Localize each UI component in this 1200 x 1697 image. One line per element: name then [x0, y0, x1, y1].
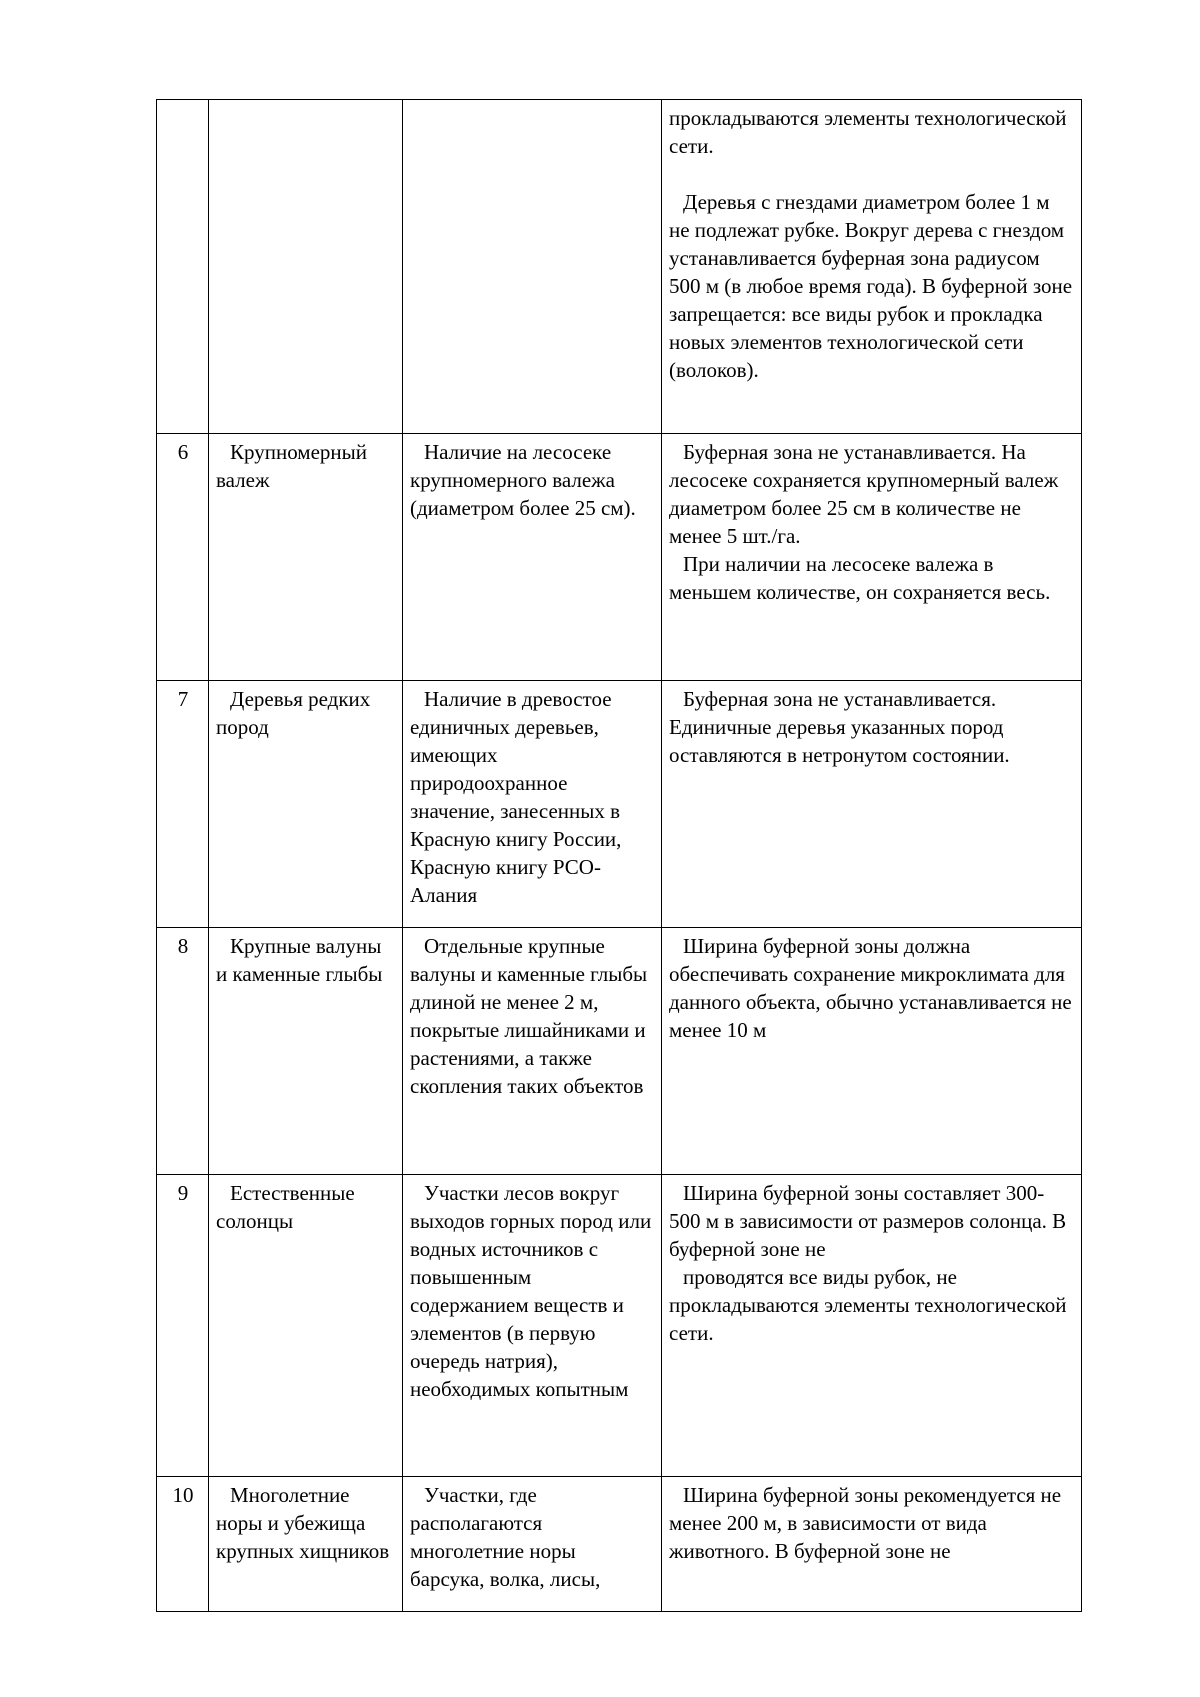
- object-name-cell: [209, 681, 403, 928]
- measure-paragraph: Буферная зона не устанавливается. На лесосеке сохраняется крупномерный валеж диаметром более 25 см в количестве не менее 5 шт./га.: [669, 440, 1059, 548]
- row-number: 8: [157, 928, 209, 1175]
- row-number: 6: [157, 434, 209, 681]
- measure-paragraph: Ширина буферной зоны должна обеспечивать сохранение микроклимата для данного объекта, обычно устанавливается не менее 10 м: [669, 934, 1072, 1042]
- measure-paragraph: При наличии на лесосеке валежа в меньшем количестве, он сохраняется весь.: [669, 552, 1051, 604]
- row-number: 10: [157, 1477, 209, 1612]
- criterion-cell: [403, 928, 662, 1175]
- measures-cell: [662, 928, 1082, 1175]
- object-name: Крупные валуны и каменные глыбы: [216, 934, 383, 986]
- criterion-text: Участки лесов вокруг выходов горных пород или водных источников с повышенным содержанием веществ и элементов (в первую очередь натрия), необходимых копытным: [410, 1181, 652, 1401]
- measure-paragraph: Деревья с гнездами диаметром более 1 м не подлежат рубке. Вокруг дерева с гнездом устанавливается буферная зона радиусом 500 м (в любое время года). В буферной зоне запрещается: все виды рубок и прокладка новых элементов технологической сети (волоков).: [669, 190, 1073, 382]
- row-number: 9: [157, 1175, 209, 1477]
- object-name: Многолетние норы и убежища крупных хищников: [216, 1483, 390, 1563]
- table-row: [157, 681, 1082, 928]
- measure-paragraph: Буферная зона не устанавливается. Единичные деревья указанных пород оставляются в нетронутом состоянии.: [669, 687, 1010, 767]
- object-name-cell: [209, 1477, 403, 1612]
- criterion-text: Наличие на лесосеке крупномерного валежа (диаметром более 25 см).: [410, 440, 636, 520]
- table-row: [157, 928, 1082, 1175]
- measure-paragraph: Ширина буферной зоны рекомендуется не менее 200 м, в зависимости от вида животного. В буферной зоне не: [669, 1483, 1062, 1563]
- object-name-cell: [209, 434, 403, 681]
- measure-paragraph: проводятся все виды рубок, не прокладываются элементы технологической сети.: [669, 1265, 1067, 1345]
- table-row: [157, 434, 1082, 681]
- buffer-zone-table: [156, 99, 1082, 1612]
- measure-paragraph: прокладываются элементы технологической сети.: [669, 106, 1067, 158]
- table-row: [157, 1175, 1082, 1477]
- row-number: 7: [157, 681, 209, 928]
- object-name: Крупномерный валеж: [216, 440, 368, 492]
- measures-cell: [662, 681, 1082, 928]
- object-name-cell: [209, 928, 403, 1175]
- object-name-cell: [209, 100, 403, 434]
- row-number: [157, 100, 209, 434]
- criterion-cell: [403, 434, 662, 681]
- table-row: [157, 100, 1082, 434]
- criterion-cell: [403, 1477, 662, 1612]
- measure-paragraph: Ширина буферной зоны составляет 300-500 м в зависимости от размеров солонца. В буферной зоне не: [669, 1181, 1067, 1261]
- object-name: Деревья редких пород: [216, 687, 371, 739]
- criterion-cell: [403, 100, 662, 434]
- criterion-cell: [403, 681, 662, 928]
- criterion-text: Наличие в древостое единичных деревьев, имеющих природоохранное значение, занесенных в Красную книгу России, Красную книгу РСО-Алания: [410, 687, 622, 907]
- measures-cell: [662, 434, 1082, 681]
- measures-cell: [662, 1477, 1082, 1612]
- object-name: Естественные солонцы: [216, 1181, 355, 1233]
- criterion-text: Отдельные крупные валуны и каменные глыбы длиной не менее 2 м, покрытые лишайниками и растениями, а также скопления таких объектов: [410, 934, 648, 1098]
- object-name-cell: [209, 1175, 403, 1477]
- criterion-text: Участки, где располагаются многолетние норы барсука, волка, лисы,: [410, 1483, 601, 1591]
- measures-cell: [662, 100, 1082, 434]
- criterion-cell: [403, 1175, 662, 1477]
- table-body: [157, 100, 1082, 1612]
- measures-cell: [662, 1175, 1082, 1477]
- table-row: [157, 1477, 1082, 1612]
